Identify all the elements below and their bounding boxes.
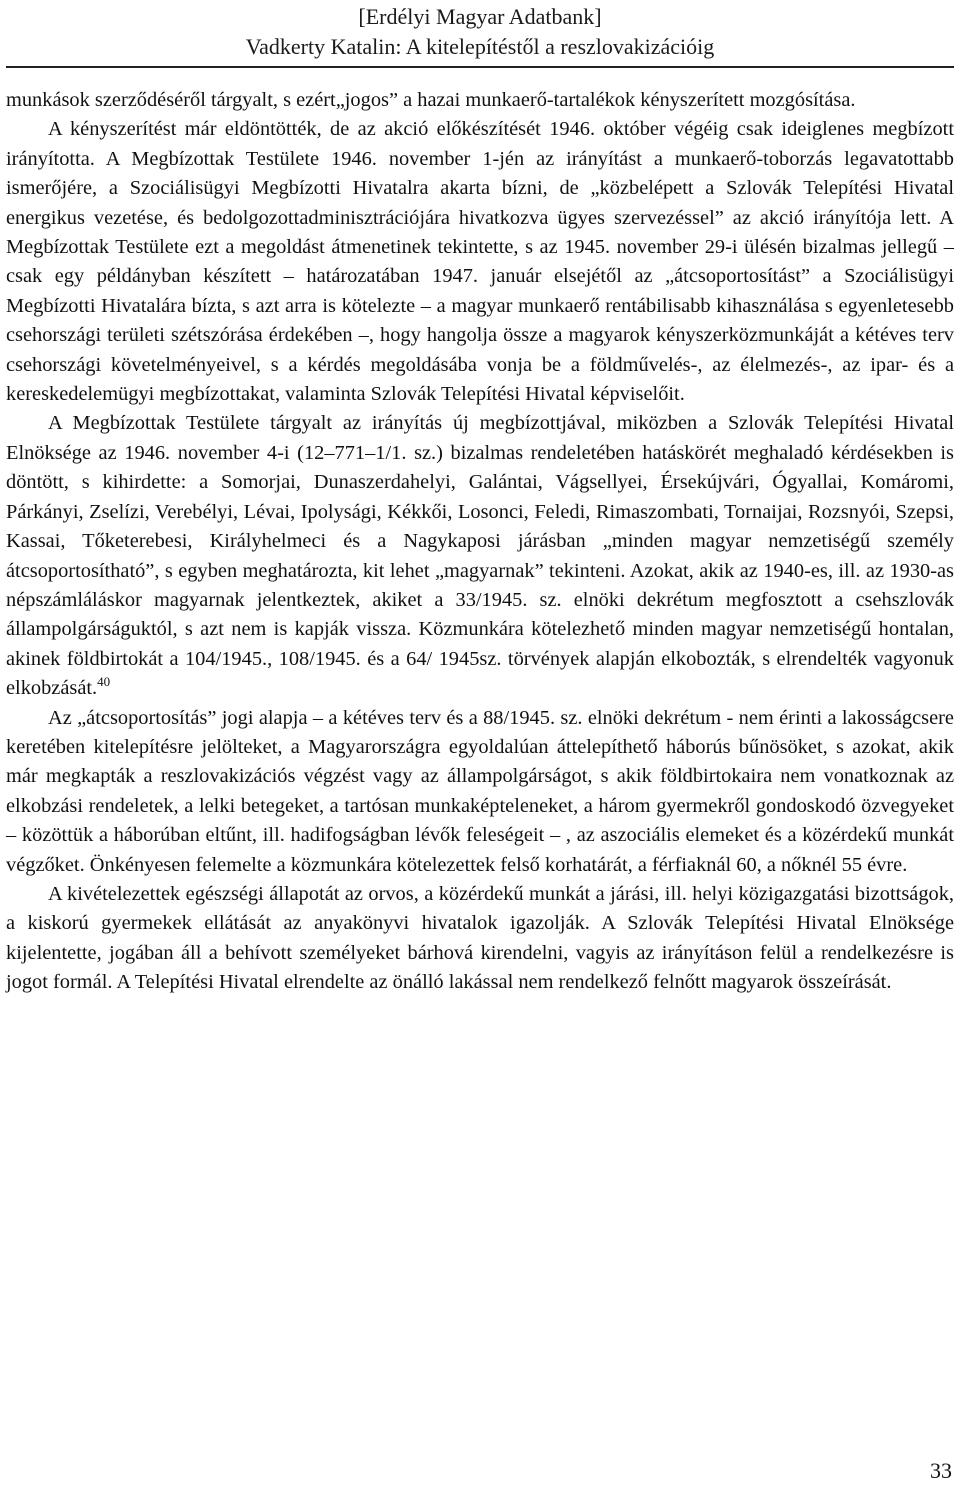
paragraph: A kivételezettek egészségi állapotát az orvos, a közérdekű munkát a járási, ill. helyi közigazgatási bizottságok, a kiskorú gyermekek ellátását az anyakönyvi hivatalok igazolják. A Szlovák Telepítési Hivatal Elnöksége kijelentette, jogában áll a behívott személyeket bárhová kirendelni, vagyis az irányításon felül a rendelkezésre is jogot formál. A Telepítési Hivatal elrendelte az önálló lakással nem rendelkező felnőtt magyarok összeírását. [6, 882, 954, 994]
header-title: Vadkerty Katalin: A kitelepítéstől a reszlovakizációig [245, 34, 715, 59]
running-header [0, 0, 960, 62]
paragraph: A kényszerítést már eldöntötték, de az akció előkészítését 1946. október végéig csak ideiglenes megbízott irányította. A Megbízottak Testülete 1946. november 1-jén az irányítást a munkaerő-toborzás legavatottabb ismerőjére, a Szociálisügyi Megbízotti Hivatalra akarta bízni, de „közbelépett a Szlovák Telepítési Hivatal energikus vezetése, és bedolgozottadminisztrációjára hivatkozva ügyes szervezéssel” az akció irányítója lett. A Megbízottak Testülete ezt a megoldást átmenetinek tekintette, s az 1945. november 29-i ülésén bizalmas jellegű – csak egy példányban készített – határozatában 1947. január elsejétől az „átcsoportosítást” a Szociálisügyi Megbízotti Hivatalára bízta, s azt arra is kötelezte – a magyar munkaerő rentábilisabb kihasználása s egyenletesebb csehországi területi szétszórása érdekében –, hogy hangolja össze a magyarok kényszerközmunkáját a kétéves terv csehországi követelményeivel, s a kérdés megoldásába vonja be a földművelés-, az élelmezés-, az ipar- és a kereskedelemügyi megbízottakat, valaminta Szlovák Telepítési Hivatal képviselőit. [6, 118, 954, 406]
paragraph-text: A Megbízottak Testülete tárgyalt az irányítás új megbízottjával, miközben a Szlovák Telepítési Hivatal Elnöksége az 1946. november 4-i (12–771–1/1. sz.) bizalmas rendeletében hatáskörét meghaladó kérdésekben is döntött, s kihirdette: a Somorjai, Dunaszerdahelyi, Galántai, Vágsellyei, Érsekújvári, Ógyallai, Komáromi, Párkányi, Zselízi, Verebélyi, Lévai, Ipolysági, Kékkői, Losonci, Feledi, Rimaszombati, Tornaijai, Rozsnyói, Szepsi, Kassai, Tőketerebesi, Királyhelmeci és a Nagykaposi járásban „minden magyar nemzetiségű személy átcsoportosítható”, s egyben meghatározta, kit lehet „magyarnak” tekinteni. Azokat, akik az 1940-es, ill. az 1930-as népszámláláskor magyarnak jelentkeztek, akiket a 33/1945. sz. elnöki dekrétum megfosztott a csehszlovák állampolgárságuktól, s azt nem is kapják vissza. Közmunkára kötelezhető minden magyar nemzetiségű hontalan, akinek földbirtokát a 104/1945., 108/1945. és a 64/ 1945sz. törvények alapján elkobozták, s elrendelték vagyonuk elkobzását. [6, 412, 954, 700]
paragraph: Az „átcsoportosítás” jogi alapja – a kétéves terv és a 88/1945. sz. elnöki dekrétum - nem érinti a lakosságcsere keretében kitelepítésre jelölteket, a Magyarországra egyoldalúan áttelepíthető háborús bűnösöket, s azokat, akik már megkapták a reszlovakizációs végzést vagy az állampolgárságot, s akik földbirtokaira nem vonatkoznak az elkobzási rendeletek, a lelki betegeket, a tartósan munkaképteleneket, a három gyermekről gondoskodó özvegyeket – közöttük a háborúban eltűnt, ill. hadifogságban lévők feleségeit – , az aszociális elemeket és a közérdekű munkát végzőket. Önkényesen felemelte a közmunkára kötelezettek felső korhatárát, a férfiaknál 60, a nőknél 55 évre. [6, 706, 954, 876]
footnote-reference[interactable]: 40 [97, 674, 111, 690]
header-rule [6, 66, 954, 68]
paragraph [6, 409, 954, 703]
page-number: 33 [930, 1458, 952, 1483]
document-body [6, 86, 954, 998]
header-source: [Erdélyi Magyar Adatbank] [358, 4, 602, 29]
paragraph: munkások szerződéséről tárgyalt, s ezért„jogos” a hazai munkaerő-tartalékok kényszerített mozgósítása. [6, 89, 856, 111]
